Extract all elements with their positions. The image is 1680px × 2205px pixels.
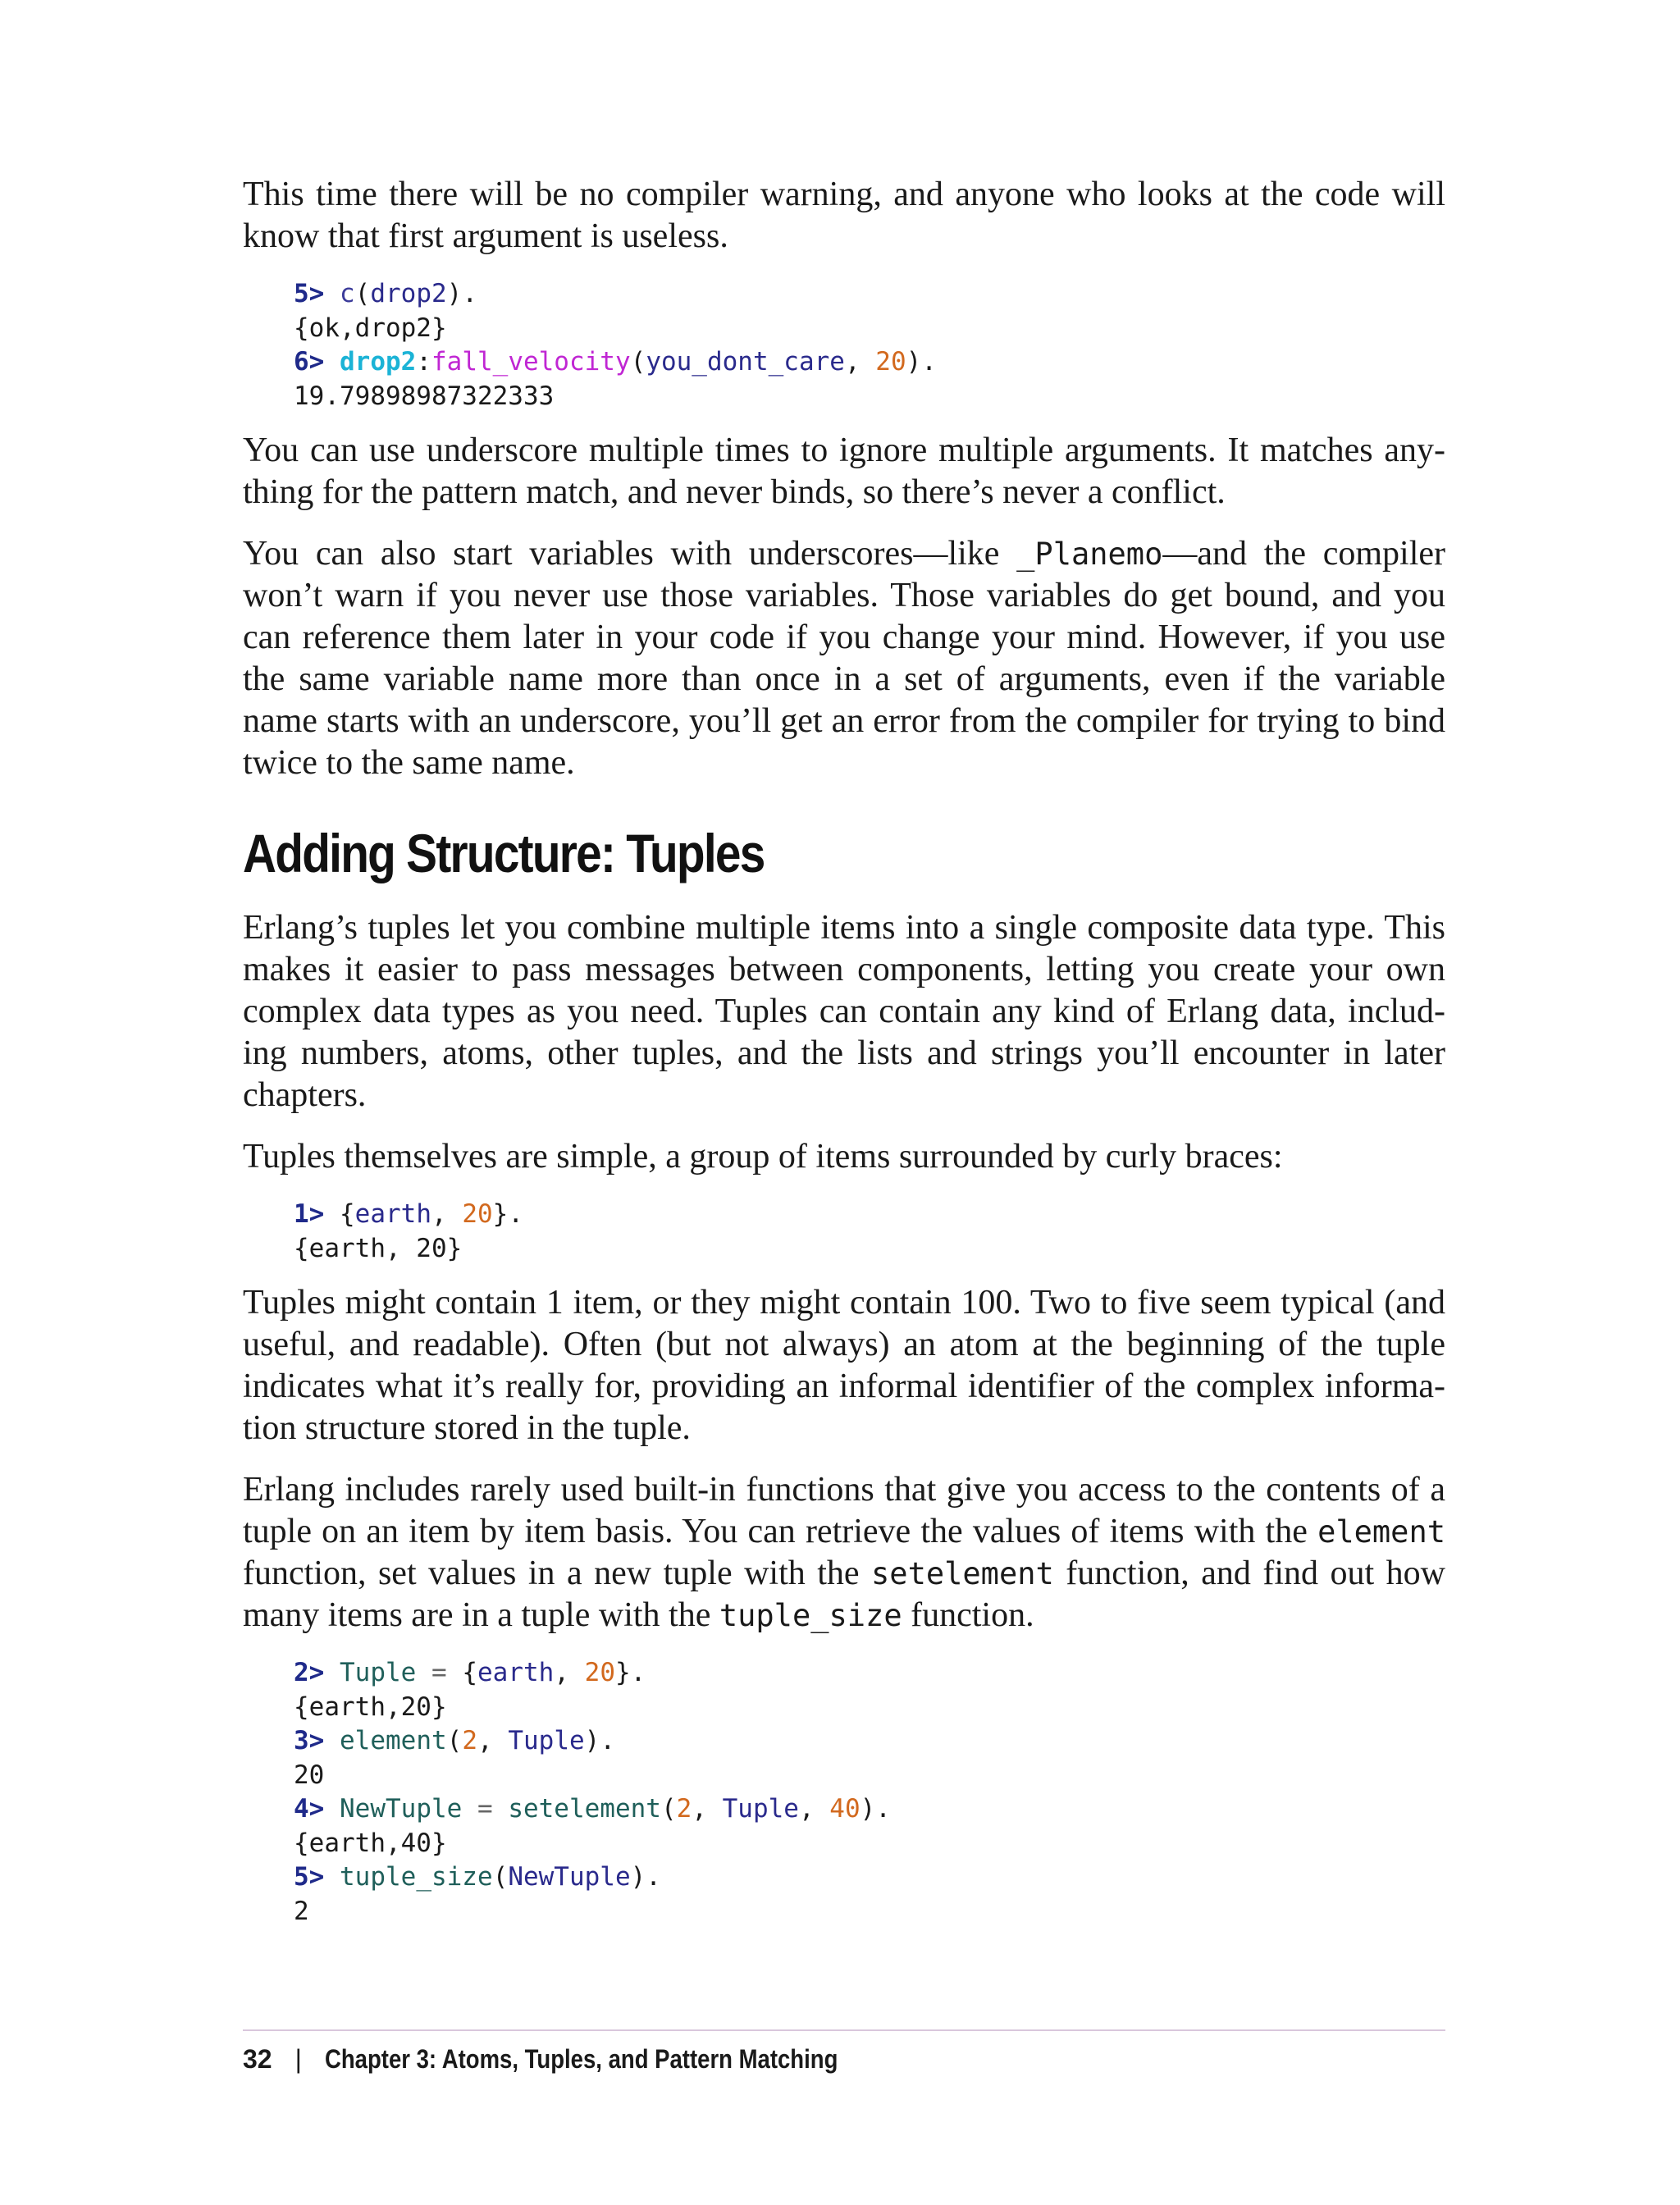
page-footer bbox=[243, 2043, 921, 2075]
code-punct: , bbox=[844, 347, 876, 377]
code-output: 2 bbox=[294, 1896, 309, 1926]
text-run: Erlang includes rarely used built-in functions that give you access to the contents of a tuple on an item by item basis. You can retrieve the values of items with the bbox=[243, 1471, 1445, 1550]
code-output: {earth,40} bbox=[294, 1828, 447, 1858]
code-block-drop2 bbox=[294, 277, 1445, 413]
inline-code: element bbox=[1317, 1514, 1445, 1550]
code-output: {ok,drop2} bbox=[294, 313, 447, 343]
code-prompt: 3> bbox=[294, 1726, 325, 1755]
code-operator: = bbox=[416, 1658, 463, 1687]
code-number: 20 bbox=[875, 347, 906, 377]
code-variable: NewTuple bbox=[508, 1862, 631, 1892]
code-punct: ( bbox=[354, 279, 371, 308]
code-punct: , bbox=[554, 1658, 585, 1687]
inline-code: tuple_size bbox=[719, 1598, 902, 1633]
code-punct: , bbox=[431, 1199, 463, 1229]
code-output: {earth,20} bbox=[294, 1691, 447, 1722]
footer-divider bbox=[243, 2029, 1445, 2031]
code-punct: , bbox=[798, 1794, 830, 1824]
code-punct: ( bbox=[630, 347, 646, 377]
text-run: You can also start variables with underscores—like bbox=[243, 535, 1017, 573]
code-punct: ( bbox=[492, 1862, 509, 1892]
code-punct: ). bbox=[860, 1794, 891, 1824]
paragraph-compiler-warning: This time there will be no compiler warning, and anyone who looks at the code will know that first argument is useless. bbox=[243, 176, 1445, 255]
chapter-title: Chapter 3: Atoms, Tuples, and Pattern Matching bbox=[324, 2044, 838, 2074]
inline-code: _Planemo bbox=[1016, 536, 1163, 572]
code-punct: ). bbox=[906, 347, 937, 377]
code-punct: ( bbox=[660, 1794, 677, 1824]
paragraph-tuples-intro: Erlang’s tuples let you combine multiple items into a single composite data type. This makes it easier to pass messages between components, letting you create your own complex data types as you need. Tuples can contain any kind of Erlang data, includ-ing numbers, atoms, other tuples, and the lists and strings you’ll encounter in later chapters. bbox=[243, 909, 1445, 1114]
section-heading: Adding Structure: Tuples bbox=[243, 823, 765, 883]
code-block-tuple-functions bbox=[294, 1656, 1445, 1929]
code-punct: , bbox=[477, 1726, 509, 1755]
paragraph-underscore-multiple: You can use underscore multiple times to ignore multiple arguments. It matches any-thing for the pattern match, and never binds, so there’s never a conflict. bbox=[243, 431, 1445, 511]
code-variable: NewTuple bbox=[340, 1794, 463, 1824]
code-output: {earth, 20} bbox=[294, 1233, 463, 1263]
code-number: 40 bbox=[829, 1794, 861, 1824]
code-atom: drop2 bbox=[370, 279, 447, 308]
code-punct: ( bbox=[446, 1726, 463, 1755]
code-operator: = bbox=[462, 1794, 509, 1824]
code-module: drop2 bbox=[340, 347, 417, 377]
code-function: fall_velocity bbox=[431, 347, 631, 377]
paragraph-builtin-functions bbox=[243, 1469, 1445, 1637]
code-punct: ). bbox=[584, 1726, 615, 1755]
paragraph-tuple-size: Tuples might contain 1 item, or they might contain 100. Two to five seem typical (and useful, and readable). Often (but not always) an atom at the beginning of the tuple indicates what it’s really for, providing an informal identifier of the complex informa-tion structure stored in the tuple. bbox=[243, 1284, 1445, 1447]
code-punct: { bbox=[340, 1199, 355, 1229]
code-prompt: 4> bbox=[294, 1794, 325, 1824]
code-function: c bbox=[340, 279, 355, 308]
code-number: 20 bbox=[584, 1658, 615, 1687]
code-number: 2 bbox=[462, 1726, 477, 1755]
code-variable: Tuple bbox=[722, 1794, 799, 1824]
code-prompt: 2> bbox=[294, 1658, 325, 1687]
footer-separator: | bbox=[294, 2044, 302, 2074]
code-variable: Tuple bbox=[508, 1726, 585, 1755]
code-output: 19.79898987322333 bbox=[294, 381, 555, 411]
inline-code: setelement bbox=[871, 1556, 1054, 1591]
text-run: function. bbox=[902, 1596, 1034, 1634]
code-function: setelement bbox=[508, 1794, 661, 1824]
text-run: function, and find out how many items are in a tuple with the bbox=[243, 1554, 1445, 1634]
code-prompt: 5> bbox=[294, 1862, 325, 1892]
code-punct: ). bbox=[446, 279, 477, 308]
code-output: 20 bbox=[294, 1760, 325, 1790]
paragraph-tuples-simple: Tuples themselves are simple, a group of items surrounded by curly braces: bbox=[243, 1138, 1283, 1176]
code-punct: : bbox=[416, 347, 431, 377]
code-function: tuple_size bbox=[340, 1862, 493, 1892]
text-run: —and the compiler won’t warn if you never use those variables. Those variables do get bound, and you can reference them later in your code if you change your mind. However, if you use the same variable name more than once in a set of arguments, even if the variable name starts with an underscore, you’ll get an error from the compiler for trying to bind twice to the same name. bbox=[243, 535, 1445, 782]
code-function: element bbox=[340, 1726, 447, 1755]
code-atom: earth bbox=[477, 1658, 555, 1687]
code-punct: }. bbox=[614, 1658, 646, 1687]
code-prompt: 5> bbox=[294, 279, 325, 308]
text-run: function, set values in a new tuple with the bbox=[243, 1554, 872, 1592]
page-number: 32 bbox=[243, 2044, 272, 2074]
code-block-earth bbox=[294, 1198, 1445, 1266]
code-number: 2 bbox=[676, 1794, 692, 1824]
paragraph-underscore-variables bbox=[243, 533, 1445, 784]
code-variable: Tuple bbox=[340, 1658, 417, 1687]
code-prompt: 6> bbox=[294, 347, 325, 377]
code-punct: { bbox=[462, 1658, 477, 1687]
code-number: 20 bbox=[462, 1199, 493, 1229]
code-punct: ). bbox=[630, 1862, 661, 1892]
code-punct: }. bbox=[492, 1199, 523, 1229]
code-prompt: 1> bbox=[294, 1199, 325, 1229]
code-atom: you_dont_care bbox=[646, 347, 845, 377]
code-punct: , bbox=[692, 1794, 723, 1824]
code-atom: earth bbox=[354, 1199, 431, 1229]
page-content bbox=[243, 174, 1445, 1945]
